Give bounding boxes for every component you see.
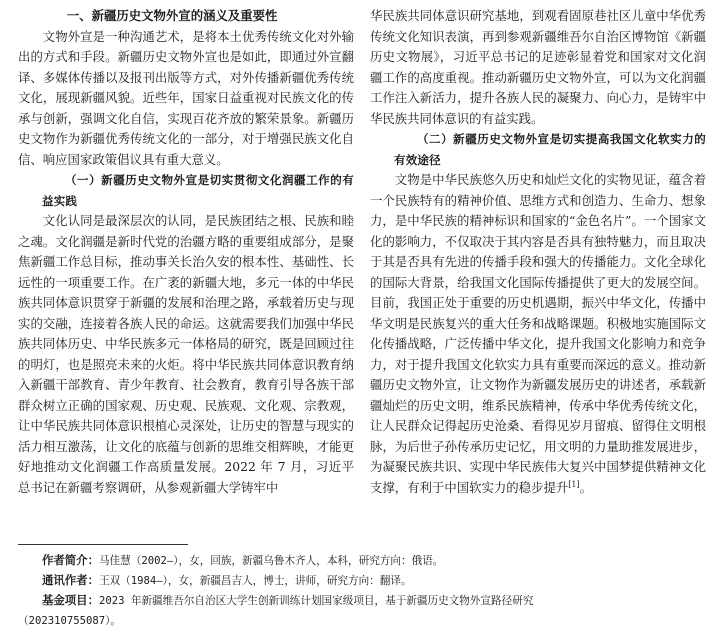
corresponding-note-text: 王双（1984—），女，新疆昌吉人，博士，讲师，研究方向：翻译。: [98, 575, 412, 587]
right-column: [370, 6, 706, 498]
fund-note: [18, 591, 708, 611]
left-column: [18, 6, 354, 498]
footnotes: [18, 551, 708, 631]
fund-note-text: 2023 年新疆维吾尔自治区大学生创新训练计划国家级项目，基于新疆历史文物外宣路径研究: [98, 595, 534, 607]
subsection-heading-1: （一）新疆历史文物外宣是切实贯彻文化润疆工作的有益实践: [42, 173, 354, 208]
paragraph-2: 文化认同是最深层次的认同，是民族团结之根、民族和睦之魂。文化润疆是新时代党的治疆方略的重要组成部分，是聚焦新疆工作总目标，推动事关长治久安的根本性、基础性、长远性的一项重要工作。在广袤的新疆大地，多元一体的中华民族共同体意识贯穿于新疆的发展和治理之路，承载着历史与现实的交融，连接着各族人民的命运。这就需要我们加强中华民族共同体历史、中华民族多元一体格局的研究，既是回顾过往的明灯，也是照亮未来的火炬。将中华民族共同体意识教育纳入新疆干部教育、青少年教育、社会教育，教育引导各族干部群众树立正确的国家观、历史观、民族观、文化观、宗教观，让中华民族共同体意识根植心灵深处，让历史的智慧与现实的活力相互激荡，让文化的底蕴与创新的思维交相辉映，才能更好地推动文化润疆工作高质量发展。2022 年 7 月，习近平总书记在新疆考察调研，从参观新疆大学铸牢中: [18, 213, 354, 495]
paragraph-3-end: 。: [579, 479, 592, 495]
corresponding-note-label: 通讯作者：: [42, 573, 99, 587]
author-note-label: 作者简介：: [42, 553, 99, 567]
paragraph-1: 文物外宣是一种沟通艺术，是将本土优秀传统文化对外输出的方式和手段。新疆历史文物外宣也是如此，即通过外宣翻译、多媒体传播以及报刊出版等方式，对外传播新疆优秀传统文化，展现新疆风貌。近些年，国家日益重视对民族文化的传承与创新，强调文化自信，实现百花齐放的繁荣景象。新疆历史文物作为新疆优秀传统文化的一部分，对于增强民族文化自信、响应国家政策倡议具有重大意义。: [18, 28, 354, 167]
paragraph-3-text: 文物是中华民族悠久历史和灿烂文化的实物见证，蕴含着一个民族特有的精神价值、思维方式和创造力、生命力、想象力，是中华民族的精神标识和国家的“金色名片”。一个国家文化的影响力，不仅取决于其内容是否具有独特魅力，而且取决于其是否具有先进的传播手段和强大的传播能力。文化全球化的国际大背景，给我国文化国际传播提供了更大的发展空间。目前，我国正处于重要的历史机遇期，振兴中华文化，传播中华文明是民族复兴的重大任务和战略课题。积极地实施国际文化传播战略，广泛传播中华文化，提升我国文化影响力和竞争力，对于提升我国文化软实力具有重要而深远的意义。推动新疆历史文物外宣，让文物作为新疆发展历史的讲述者，承载新疆灿烂的历史文明，维系民族精神，传承中华优秀传统文化，让人民群众记得起历史沧桑、看得见岁月留痕、留得住文明根脉，为后世子孙传承历史记忆，用文明的力量助推发展进步，为凝聚民族共识、实现中华民族伟大复兴中国梦提供精神文化支撑，有利于中国软实力的稳步提升: [370, 172, 706, 495]
paragraph-continued: 华民族共同体意识研究基地，到观看固原巷社区儿童中华优秀传统文化知识表演，再到参观新疆维吾尔自治区博物馆《新疆历史文物展》，习近平总书记的足迹彰显着党和国家对文化润疆工作的高度重视。推动新疆历史文物外宣，可以为文化润疆工作注入新活力，提升各族人民的凝聚力、向心力，是铸牢中华民族共同体意识的有益实践。: [370, 8, 706, 126]
fund-note-continued: [18, 611, 708, 631]
fund-note-number: （202310755087）。: [18, 615, 122, 627]
author-note-text: 马佳慧（2002—），女，回族，新疆乌鲁木齐人，本科，研究方向：俄语。: [98, 555, 444, 567]
section-heading-1: 一、新疆历史文物外宣的涵义及重要性: [66, 8, 278, 23]
subsection-heading-2: （二）新疆历史文物外宣是切实提高我国文化软实力的有效途径: [394, 132, 706, 167]
author-note: [18, 551, 708, 571]
paragraph-3: [370, 170, 706, 498]
citation-ref: [1]: [568, 479, 580, 489]
footnote-divider: [18, 544, 188, 545]
corresponding-note: [18, 571, 708, 591]
fund-note-label: 基金项目：: [42, 593, 99, 607]
